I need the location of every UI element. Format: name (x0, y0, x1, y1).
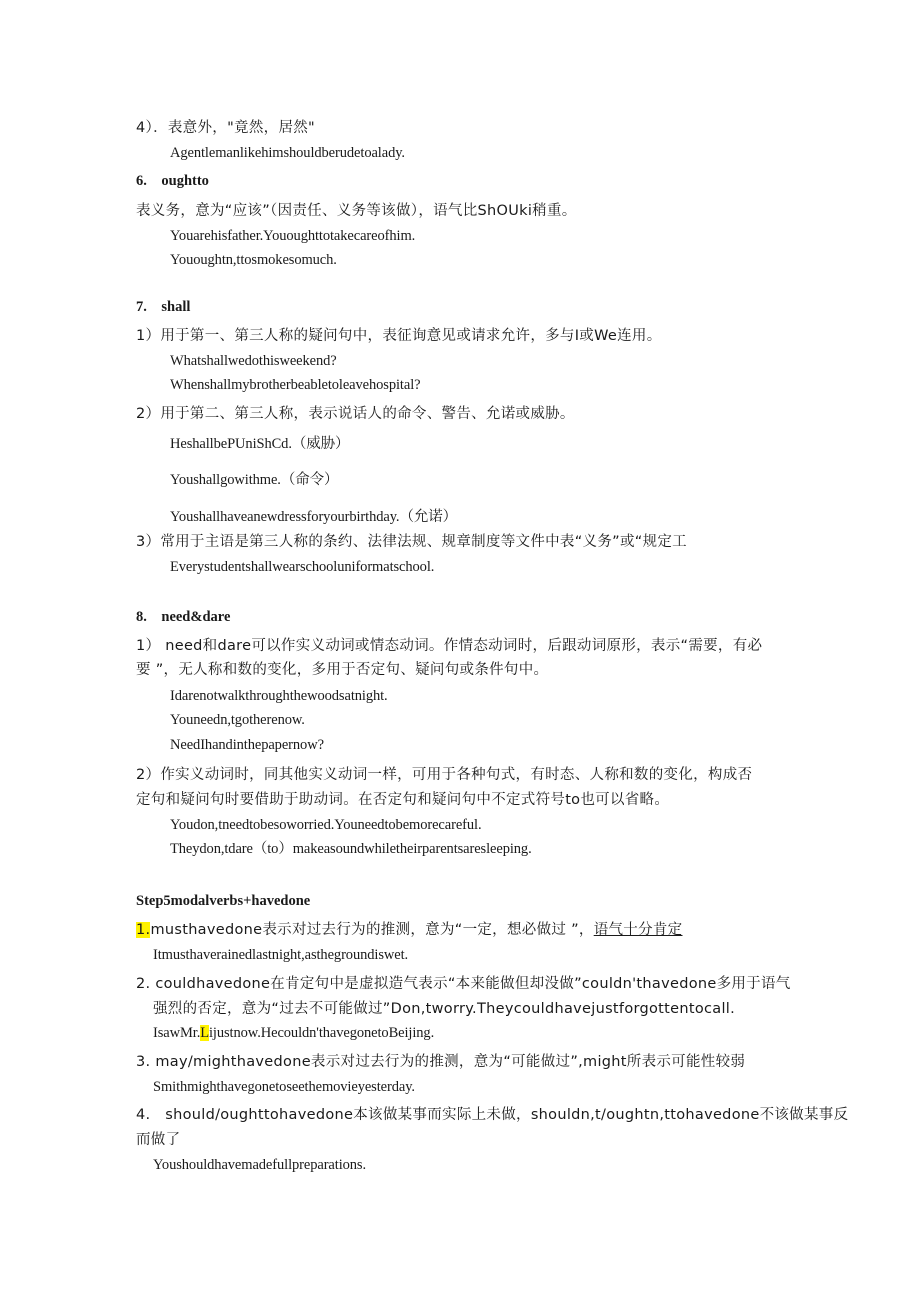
example-sentence: Idarenotwalkthroughthewoodsatnight. (170, 688, 388, 704)
example-sentence: NeedIhandinthepapernow? (170, 737, 324, 753)
explanation-text: 1）用于第一、第三人称的疑问句中，表征询意见或请求允许，多与I或We连用。 (136, 328, 662, 344)
explanation-text: 强烈的否定，意为“过去不可能做过”Don,tworry.Theycouldhavejustforgottentocall. (153, 1001, 736, 1017)
example-part: ijustnow.Hecouldn'thavegonetoBeijing. (209, 1025, 435, 1041)
example-sentence: Youdon,tneedtobesoworried.Youneedtobemorecareful. (170, 817, 482, 833)
rule-1-body: musthavedone表示对过去行为的推测，意为“一定，想必做过 ”， (150, 922, 594, 938)
explanation-text: 要 ”，无人称和数的变化，多用于否定句、疑问句或条件句中。 (136, 662, 549, 678)
rule-1-text (136, 920, 683, 940)
explanation-text: 表义务，意为“应该”（因责任、义务等该做），语气比ShOUki稍重。 (136, 203, 577, 219)
explanation-text: 4. should/oughttohavedone本该做某事而实际上未做，shouldn,t/oughtn,ttohavedone不该做某事反 (136, 1107, 849, 1123)
example-sentence: Youshallgowithme.（命令） (170, 472, 339, 488)
explanation-text: 3. may/mighthavedone表示对过去行为的推测，意为“可能做过”,might所表示可能性较弱 (136, 1054, 746, 1070)
example-sentence: Youarehisfather.Yououghttotakecareofhim. (170, 228, 416, 244)
section-7-title: 7. shall (136, 299, 191, 315)
example-sentence: HeshallbePUniShCd.（威胁） (170, 436, 350, 452)
example-sentence: Itmusthaverainedlastnight,asthegroundiswet. (153, 947, 409, 963)
item-4-heading: 4）．表意外，"竟然，居然" (136, 120, 316, 136)
example-sentence: Yououghtn,ttosmokesomuch. (170, 252, 337, 268)
explanation-text: 2. couldhavedone在肯定句中是虚拟造气表示“本来能做但却没做”couldn'thavedone多用于语气 (136, 976, 791, 992)
explanation-text: 2）用于第二、第三人称，表示说话人的命令、警告、允诺或威胁。 (136, 406, 575, 422)
example-sentence: Whatshallwedothisweekend? (170, 353, 337, 369)
underlined-phrase: 语气十分肯定 (593, 922, 683, 938)
explanation-text: 3）常用于主语是第三人称的条约、法律法规、规章制度等文件中表“义务”或“规定工 (136, 534, 687, 550)
example-sentence: Smithmighthavegonetoseethemovieyesterday. (153, 1079, 415, 1095)
example-sentence: Whenshallmybrotherbeabletoleavehospital? (170, 377, 421, 393)
example-part: IsawMr. (153, 1025, 201, 1041)
highlighted-letter: L (200, 1025, 209, 1041)
example-sentence: Youneedn,tgotherenow. (170, 712, 305, 728)
step-5-title: Step5modalverbs+havedone (136, 893, 311, 909)
explanation-text: 2）作实义动词时，同其他实义动词一样，可用于各种句式，有时态、人称和数的变化，构成否 (136, 767, 753, 783)
explanation-text: 定句和疑问句时要借助于助动词。在否定句和疑问句中不定式符号to也可以省略。 (136, 792, 670, 808)
section-8-title: 8. need&dare (136, 609, 231, 625)
example-sentence: Agentlemanlikehimshouldberudetoalady. (170, 145, 405, 161)
section-6-title: 6. oughtto (136, 173, 209, 189)
explanation-text: 而做了 (136, 1132, 181, 1148)
example-sentence: Theydon,tdare（to）makeasoundwhiletheirparentsaresleeping. (170, 841, 532, 857)
example-sentence: Youshouldhavemadefullpreparations. (153, 1157, 366, 1173)
example-sentence: Youshallhaveanewdressforyourbirthday.（允诺） (170, 509, 458, 525)
highlighted-number: 1. (136, 922, 151, 938)
example-sentence (153, 1023, 434, 1043)
example-sentence: Everystudentshallwearschooluniformatschool. (170, 559, 435, 575)
explanation-text: 1） need和dare可以作实义动词或情态动词。作情态动词时，后跟动词原形，表示“需要，有必 (136, 638, 763, 654)
